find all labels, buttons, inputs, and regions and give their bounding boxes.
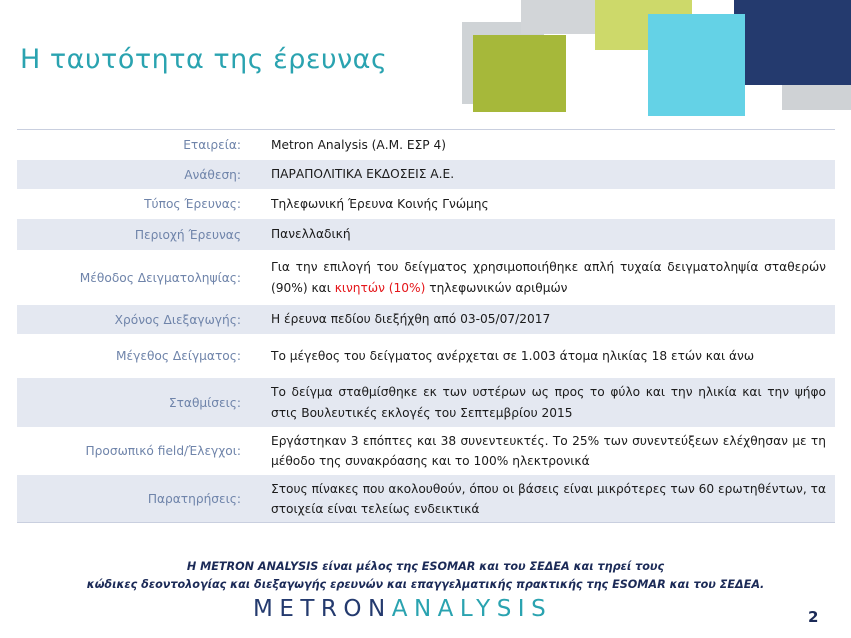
row-value: Πανελλαδική	[271, 227, 351, 242]
survey-identity-table	[17, 130, 835, 523]
row-label: Εταιρεία:	[183, 138, 241, 152]
row-value-highlight: κινητών (10%)	[334, 280, 426, 295]
row-label: Παρατηρήσεις:	[147, 492, 241, 506]
row-label: Σταθμίσεις:	[168, 395, 241, 410]
logo-part-metron: METRON	[253, 596, 392, 622]
row-value	[257, 250, 835, 305]
table-row	[17, 250, 835, 305]
logo-part-analysis: ANALYSIS	[391, 596, 553, 622]
table-row	[17, 475, 835, 523]
decoration-green-square	[473, 35, 566, 112]
footer-line-2: κώδικες δεοντολογίας και διεξαγωγής ερευνών και επαγγελματικής πρακτικής της ESOMAR και του ΣΕΔΕΑ.	[86, 578, 765, 591]
row-value: Metron Analysis (Α.Μ. ΕΣΡ 4)	[271, 137, 447, 152]
table-row	[17, 334, 835, 378]
row-label: Τύπος Έρευνας:	[144, 197, 241, 211]
row-value: Τηλεφωνική Έρευνα Κοινής Γνώμης	[271, 196, 489, 211]
row-value: Εργάστηκαν 3 επόπτες και 38 συνεντευκτές. Το 25% των συνεντεύξεων ελέχθησαν με τη μέθοδο της συνακρόασης και το 100% ηλεκτρονικά	[271, 433, 826, 468]
row-label: Περιοχή Έρευνας	[134, 227, 241, 242]
row-value-text: Για την επιλογή του δείγματος χρησιμοποιήθηκε απλή τυχαία δειγματοληψία σταθερών (90%) και	[271, 260, 826, 295]
table-bottom-rule	[17, 522, 835, 523]
table-row	[17, 189, 835, 219]
page-number: 2	[808, 608, 819, 626]
row-value: Το δείγμα σταθμίσθηκε εκ των υστέρων ως προς το φύλο και την ηλικία και την ψήφο στις Βουλευτικές εκλογές του Σεπτεμβρίου 2015	[271, 385, 826, 420]
page-title: Η ταυτότητα της έρευνας	[20, 44, 388, 75]
row-value: Το μέγεθος του δείγματος ανέρχεται σε 1.003 άτομα ηλικίας 18 ετών και άνω	[271, 348, 755, 363]
table-row	[17, 378, 835, 427]
row-label: Ανάθεση:	[184, 167, 241, 182]
row-label: Χρόνος Διεξαγωγής:	[114, 312, 241, 327]
table-row	[17, 219, 835, 250]
row-value-text-end: τηλεφωνικών αριθμών	[425, 280, 568, 295]
decoration-cyan-square	[648, 14, 745, 116]
row-label: Μέγεθος Δείγματος:	[116, 349, 241, 363]
row-label: Μέθοδος Δειγματοληψίας:	[79, 270, 241, 285]
decoration-navy-square	[734, 0, 851, 85]
footer-line-1: Η METRON ANALYSIS είναι μέλος της ESOMAR και του ΣΕΔΕΑ και τηρεί τους	[186, 560, 665, 573]
row-value: Η έρευνα πεδίου διεξήχθη από 03-05/07/2017	[271, 312, 551, 327]
table-row	[17, 427, 835, 475]
table-row	[17, 130, 835, 160]
metron-analysis-logo	[253, 596, 603, 622]
row-value: Στους πίνακες που ακολουθούν, όπου οι βάσεις είναι μικρότερες των 60 ερωτηθέντων, τα στοιχεία είναι τελείως ενδεικτικά	[271, 481, 826, 516]
row-value: ΠΑΡΑΠΟΛΙΤΙΚΑ ΕΚΔΟΣΕΙΣ Α.Ε.	[271, 167, 455, 182]
row-label: Προσωπικό field/Έλεγχοι:	[85, 444, 241, 458]
table-row	[17, 160, 835, 189]
table-row	[17, 305, 835, 334]
